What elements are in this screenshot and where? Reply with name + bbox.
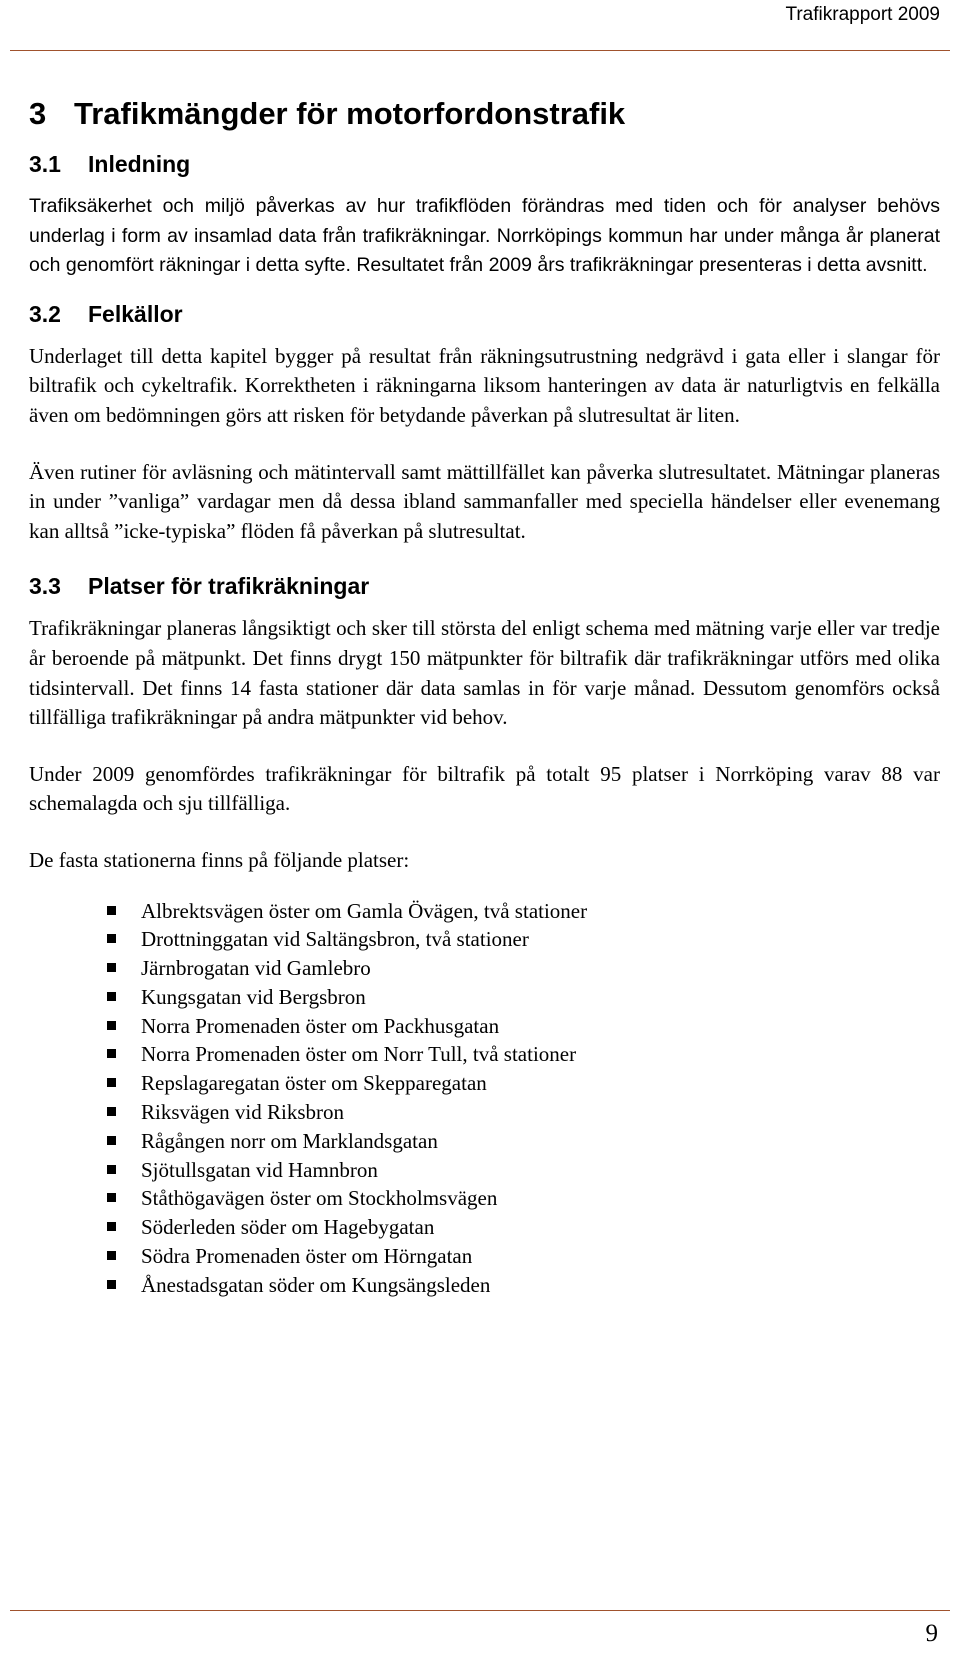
- section-title: Platser för trafikräkningar: [88, 573, 370, 600]
- station-name: Söderleden söder om Hagebygatan: [141, 1215, 435, 1240]
- section-heading-inledning: [29, 151, 940, 178]
- station-name: Järnbrogatan vid Gamlebro: [141, 956, 371, 981]
- list-item: [29, 1069, 940, 1098]
- station-name: Norra Promenaden öster om Packhusgatan: [141, 1013, 500, 1038]
- section-number: 3.2: [29, 300, 61, 327]
- station-list: [29, 897, 940, 1300]
- square-bullet-icon: [107, 906, 116, 915]
- paragraph-platser-2: Under 2009 genomfördes trafikräkningar för biltrafik på totalt 95 platser i Norrköping varav 88 var schemalagda och sju tillfälliga.: [29, 761, 940, 816]
- section-number: 3.3: [29, 573, 61, 600]
- list-item: [29, 1184, 940, 1213]
- station-name: Ståthögavägen öster om Stockholmsvägen: [141, 1186, 498, 1211]
- page-content: [29, 96, 940, 1300]
- section-heading-platser: [29, 573, 940, 600]
- square-bullet-icon: [107, 1078, 116, 1087]
- chapter-heading: [29, 96, 940, 132]
- list-item: [29, 1271, 940, 1300]
- station-name: Kungsgatan vid Bergsbron: [141, 984, 366, 1009]
- square-bullet-icon: [107, 1280, 116, 1289]
- list-item: [29, 897, 940, 926]
- square-bullet-icon: [107, 1222, 116, 1231]
- section-number: 3.1: [29, 151, 61, 177]
- square-bullet-icon: [107, 1136, 116, 1145]
- list-item: [29, 983, 940, 1012]
- footer-rule: [10, 1610, 950, 1611]
- station-name: Drottninggatan vid Saltängsbron, två stationer: [141, 927, 529, 952]
- section-title: Felkällor: [88, 300, 183, 327]
- chapter-title: Trafikmängder för motorfordonstrafik: [74, 96, 626, 131]
- station-name: Albrektsvägen öster om Gamla Övägen, två stationer: [141, 898, 588, 923]
- station-name: Rågången norr om Marklandsgatan: [141, 1128, 438, 1153]
- list-item: [29, 1040, 940, 1069]
- station-name: Riksvägen vid Riksbron: [141, 1100, 344, 1125]
- header-rule: [10, 50, 950, 51]
- paragraph-platser-1: Trafikräkningar planeras långsiktigt och sker till största del enligt schema med mätning varje eller var tredje år beroende på mätpunkt. Det finns drygt 150 mätpunkter för biltrafik där trafikräkningar utförs med olika tidsintervall. Det finns 14 fasta stationer där data samlas in för varje månad. Dessutom genomförs också tillfälliga trafikräkningar på andra mätpunkter vid behov.: [29, 616, 940, 730]
- section-title: Inledning: [88, 151, 191, 177]
- list-item: [29, 1098, 940, 1127]
- square-bullet-icon: [107, 1165, 116, 1174]
- station-name: Ånestadsgatan söder om Kungsängsleden: [141, 1272, 491, 1297]
- list-item: [29, 1012, 940, 1041]
- square-bullet-icon: [107, 1049, 116, 1058]
- station-name: Södra Promenaden öster om Hörngatan: [141, 1244, 473, 1269]
- station-name: Sjötullsgatan vid Hamnbron: [141, 1157, 378, 1182]
- square-bullet-icon: [107, 992, 116, 1001]
- list-item: [29, 1127, 940, 1156]
- page-number: 9: [925, 1620, 938, 1647]
- paragraph-inledning: Trafiksäkerhet och miljö påverkas av hur trafikflöden förändras med tiden och för analyser behövs underlag i form av insamlad data från trafikräkningar. Norrköpings kommun har under många år planerat och genomfört räkningar i detta syfte. Resultatet från 2009 års trafikräkningar presenteras i detta avsnitt.: [29, 195, 940, 277]
- square-bullet-icon: [107, 1251, 116, 1260]
- square-bullet-icon: [107, 1021, 116, 1030]
- square-bullet-icon: [107, 1107, 116, 1116]
- list-item: [29, 925, 940, 954]
- chapter-number: 3: [29, 96, 47, 131]
- list-item: [29, 1213, 940, 1242]
- square-bullet-icon: [107, 1193, 116, 1202]
- station-name: Repslagaregatan öster om Skepparegatan: [141, 1071, 487, 1096]
- square-bullet-icon: [107, 934, 116, 943]
- list-item: [29, 1242, 940, 1271]
- section-heading-felkallor: [29, 301, 940, 328]
- paragraph-felkallor-2: Även rutiner för avläsning och mätintervall samt mättillfället kan påverka slutresultatet. Mätningar planeras in under ”vanliga” vardagar men då dessa ibland sammanfaller med speciella händelser eller evenemang kan alltså ”icke-typiska” flöden få påverkan på slutresultat.: [29, 459, 940, 543]
- list-item: [29, 954, 940, 983]
- station-name: Norra Promenaden öster om Norr Tull, två stationer: [141, 1042, 577, 1067]
- square-bullet-icon: [107, 963, 116, 972]
- paragraph-platser-3: De fasta stationerna finns på följande platser:: [29, 847, 410, 872]
- report-header-title: Trafikrapport 2009: [785, 4, 940, 25]
- list-item: [29, 1156, 940, 1185]
- paragraph-felkallor-1: Underlaget till detta kapitel bygger på resultat från räkningsutrustning nedgrävd i gata eller i slangar för biltrafik och cykeltrafik. Korrektheten i räkningarna liksom hanteringen av data är naturligtvis en felkälla även om bedömningen görs att risken för betydande påverkan på slutresultat är liten.: [29, 343, 940, 427]
